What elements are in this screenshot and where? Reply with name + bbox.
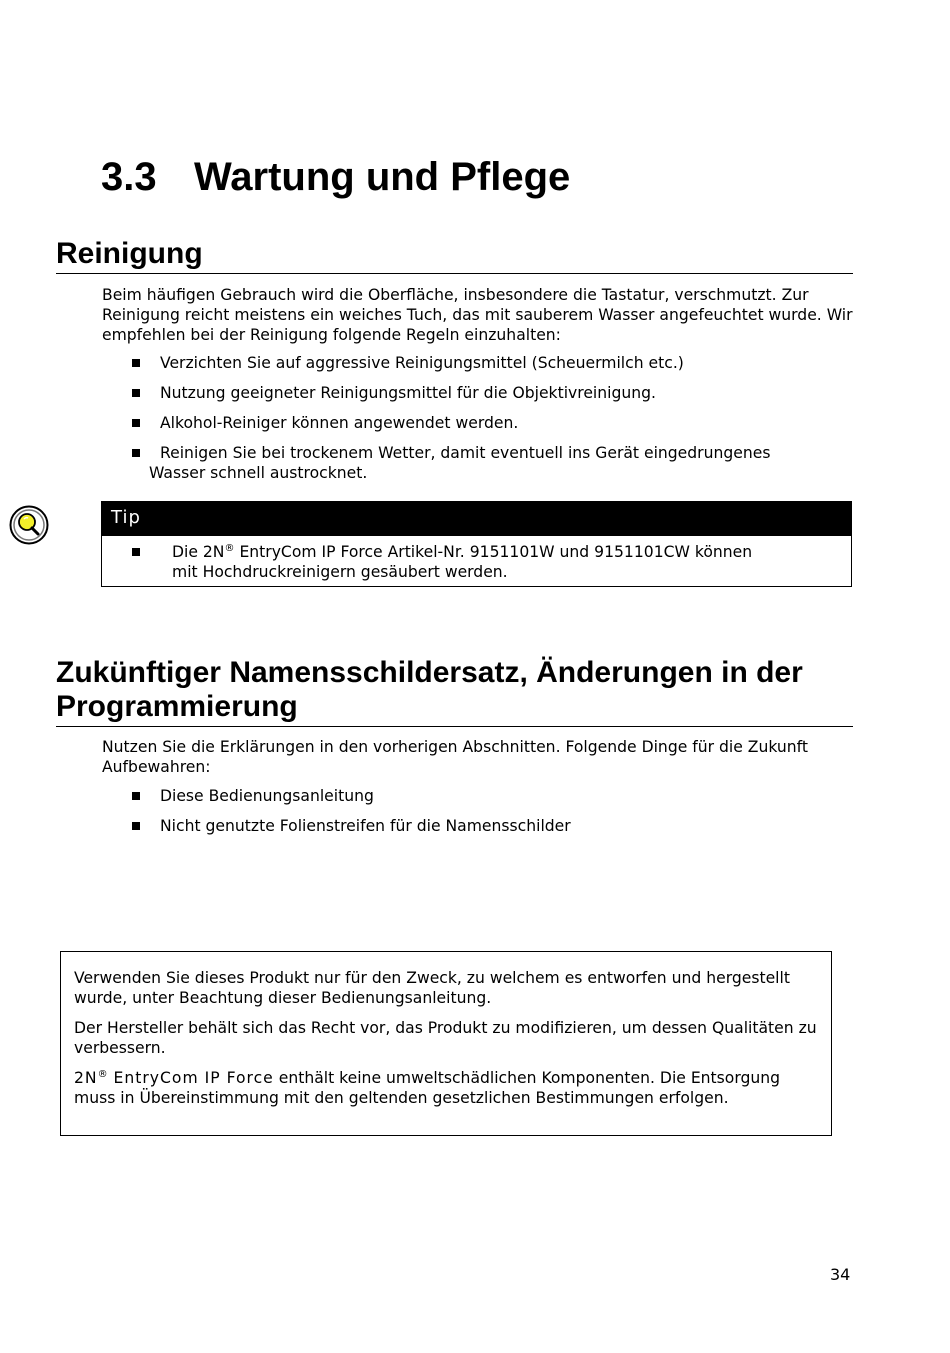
zukunft-list bbox=[132, 786, 852, 846]
list-item bbox=[132, 413, 852, 433]
bullet-square-icon bbox=[132, 359, 140, 367]
heading-line: Zukünftiger Namensschildersatz, Änderungen in der bbox=[56, 656, 803, 689]
list-item-text: Verzichten Sie auf aggressive Reinigungsmittel (Scheuermilch etc.) bbox=[160, 354, 684, 372]
section-title: Wartung und Pflege bbox=[194, 155, 571, 199]
page-number: 34 bbox=[830, 1265, 851, 1284]
notice-paragraph bbox=[74, 1068, 826, 1108]
bullet-square-icon bbox=[132, 548, 140, 556]
tip-box bbox=[101, 501, 852, 587]
bullet-square-icon bbox=[132, 389, 140, 397]
registered-mark: ® bbox=[97, 1069, 108, 1080]
list-item-text: Diese Bedienungsanleitung bbox=[160, 787, 374, 805]
list-item-text: Nicht genutzte Folienstreifen für die Namensschilder bbox=[160, 817, 571, 835]
bullet-square-icon bbox=[132, 419, 140, 427]
brand-name: 2N bbox=[74, 1069, 98, 1087]
list-item bbox=[132, 816, 852, 836]
list-item bbox=[132, 786, 852, 806]
notice-box bbox=[60, 951, 832, 1136]
notice-paragraph: Der Hersteller behält sich das Recht vor, das Produkt zu modifizieren, um dessen Qualitäten zu verbessern. bbox=[74, 1019, 817, 1057]
list-item-text: Alkohol-Reiniger können angewendet werden. bbox=[160, 414, 519, 432]
product-name: EntryCom IP Force bbox=[107, 1069, 274, 1087]
bullet-square-icon bbox=[132, 792, 140, 800]
tip-header: Tip bbox=[102, 502, 851, 536]
heading-reinigung: Reinigung bbox=[56, 237, 853, 274]
bullet-square-icon bbox=[132, 822, 140, 830]
heading-line: Programmierung bbox=[56, 690, 298, 723]
list-item bbox=[132, 353, 852, 373]
list-item-text: Reinigen Sie bei trockenem Wetter, damit eventuell ins Gerät eingedrungenes bbox=[160, 444, 771, 462]
heading-zukunft bbox=[56, 656, 853, 727]
tip-text: EntryCom IP Force Artikel-Nr. 9151101W und 9151101CW können bbox=[234, 543, 753, 561]
reinigung-intro: Beim häufigen Gebrauch wird die Oberfläche, insbesondere die Tastatur, verschmutzt. Zur Reinigung reicht meistens ein weiches Tuch, das mit sauberem Wasser angefeuchtet wurde. Wir empfehlen bei der Reinigung folgende Regeln einzuhalten: bbox=[102, 286, 853, 344]
tip-item bbox=[132, 542, 872, 582]
reinigung-list bbox=[132, 353, 852, 493]
tip-text: Die 2N bbox=[172, 543, 225, 561]
tip-text: mit Hochdruckreinigern gesäubert werden. bbox=[172, 563, 508, 581]
bullet-square-icon bbox=[132, 449, 140, 457]
section-number: 3.3 bbox=[101, 155, 157, 199]
list-item-text-continued: Wasser schnell austrocknet. bbox=[149, 464, 368, 482]
notice-text: enthält keine umweltschädlichen Komponenten. Die Entsorgung muss in Übereinstimmung mit den geltenden gesetzlichen Bestimmungen erfolgen. bbox=[74, 1069, 781, 1107]
registered-mark: ® bbox=[224, 543, 235, 554]
list-item-text: Nutzung geeigneter Reinigungsmittel für die Objektivreinigung. bbox=[160, 384, 656, 402]
lightbulb-icon bbox=[9, 505, 49, 545]
list-item bbox=[132, 383, 852, 403]
notice-paragraph: Verwenden Sie dieses Produkt nur für den Zweck, zu welchem es entworfen und hergestellt wurde, unter Beachtung dieser Bedienungsanleitung. bbox=[74, 969, 790, 1007]
zukunft-intro: Nutzen Sie die Erklärungen in den vorherigen Abschnitten. Folgende Dinge für die Zukunft Aufbewahren: bbox=[102, 738, 808, 776]
list-item bbox=[132, 443, 852, 483]
page-title bbox=[101, 152, 570, 202]
